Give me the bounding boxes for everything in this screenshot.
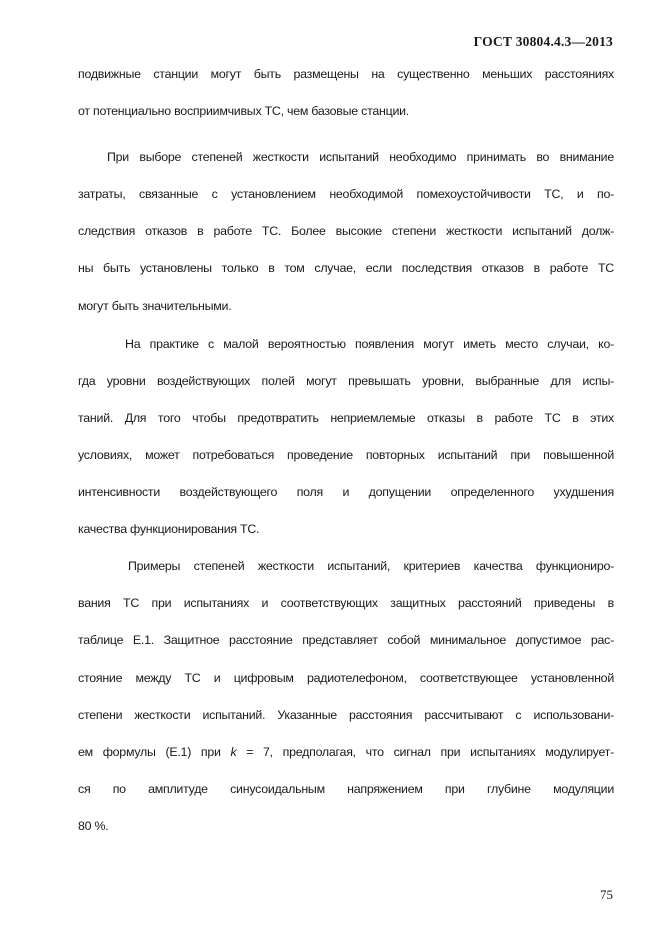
text-line: качества функционирования ТС. [78, 522, 260, 537]
page-number: 75 [600, 887, 613, 902]
text-line [78, 740, 614, 777]
text-line: следствия отказов в работе ТС. Более высокие степени жесткости испытаний долж- [78, 224, 614, 239]
text-line: таний. Для того чтобы предотвратить неприемлемые отказы в работе ТС в этих [78, 410, 614, 425]
text-line: вания ТС при испытаниях и соответствующих защитных расстояний приведены в [78, 596, 614, 611]
formula-variable: k [230, 744, 237, 759]
text-line: от потенциально восприимчивых ТС, чем базовые станции. [78, 104, 409, 119]
text-line: степени жесткости испытаний. Указанные расстояния рассчитывают с использовани- [78, 707, 614, 722]
text-line: 80 %. [78, 818, 109, 833]
text-line: условиях, может потребоваться проведение повторных испытаний при повышенной [78, 447, 614, 462]
text-line: подвижные станции могут быть размещены на существенно меньших расстояниях [78, 67, 614, 81]
text-line: затраты, связанные с установлением необходимой помехоустойчивости ТС, и по- [78, 187, 614, 202]
text-segment: ем формулы (Е.1) при [78, 744, 221, 759]
text-line: гда уровни воздействующих полей могут превышать уровни, выбранные для испы- [78, 373, 614, 388]
text-line: Примеры степеней жесткости испытаний, критериев качества функциониро- [128, 559, 614, 574]
text-line: интенсивности воздействующего поля и допущении определенного ухудшения [78, 485, 614, 500]
text-line: ся по амплитуде синусоидальным напряжением при глубине модуляции [78, 781, 614, 796]
text-line: На практике с малой вероятностью появления могут иметь место случаи, ко- [125, 336, 614, 351]
paragraph-3 [78, 332, 614, 555]
paragraph-1 [78, 62, 614, 136]
body-text [78, 62, 614, 851]
paragraph-4 [78, 554, 614, 851]
text-line: ны быть установлены только в том случае, если последствия отказов в работе ТС [78, 261, 614, 276]
document-header: ГОСТ 30804.4.3—2013 [473, 34, 613, 49]
text-line: таблице Е.1. Защитное расстояние представляет собой минимальное допустимое рас- [78, 633, 614, 648]
text-segment: = 7, предполагая, что сигнал при испытаниях модулирует- [236, 744, 614, 759]
text-line: могут быть значительными. [78, 298, 232, 313]
text-line: стояние между ТС и цифровым радиотелефоном, соответствующее установленной [78, 670, 614, 685]
text-line: При выборе степеней жесткости испытаний необходимо принимать во внимание [107, 150, 614, 165]
paragraph-2 [78, 145, 614, 330]
